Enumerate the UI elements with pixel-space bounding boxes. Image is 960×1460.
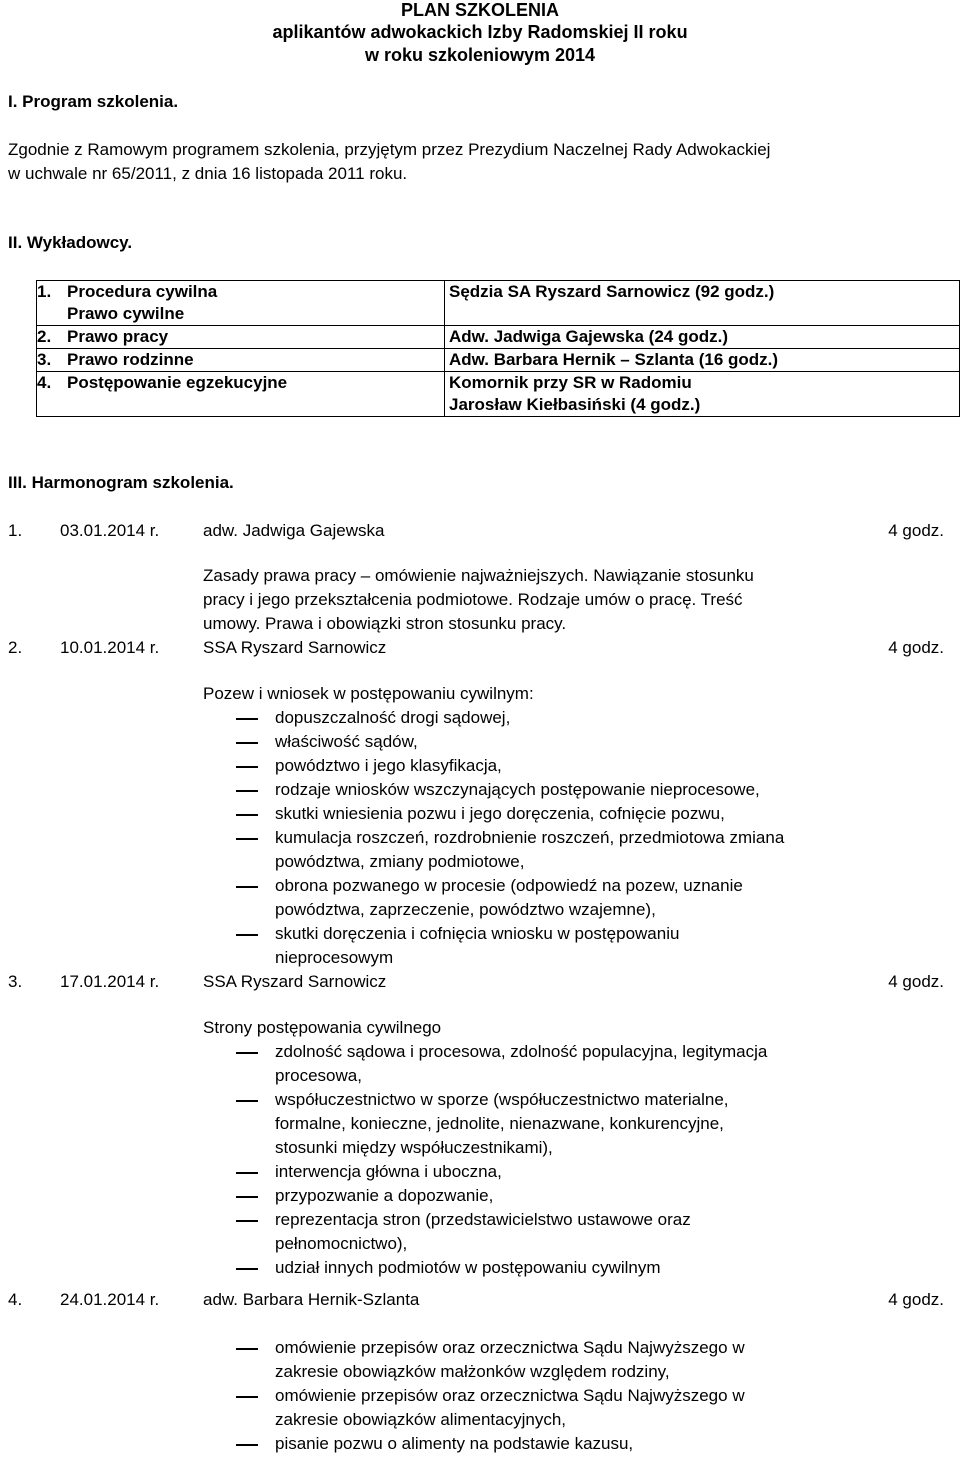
list-dash-icon (236, 1396, 258, 1398)
session-lecturer: adw. Barbara Hernik-Szlanta (203, 1290, 420, 1309)
subject-name: Prawo pracy (67, 327, 169, 346)
list-item: omówienie przepisów oraz orzecznictwa Sądu Najwyższego w (275, 1338, 745, 1357)
list-dash-icon (236, 1196, 258, 1198)
session-lecturer: adw. Jadwiga Gajewska (203, 521, 385, 540)
list-dash-icon (236, 838, 258, 840)
list-item-continuation: nieprocesowym (275, 948, 394, 967)
list-item-continuation: zakresie obowiązków małżonków względem rodziny, (275, 1362, 670, 1381)
session-lecturer: SSA Ryszard Sarnowicz (203, 638, 387, 657)
subject-cell (63, 326, 445, 349)
session-number: 1. (8, 521, 23, 540)
list-item: skutki wniesienia pozwu i jego doręczenia, cofnięcie pozwu, (275, 804, 725, 823)
lecturer-name-secondary: Jarosław Kiełbasiński (4 godz.) (449, 395, 701, 414)
session-hours: 4 godz. (888, 1290, 944, 1309)
row-number: 2. (37, 326, 64, 349)
list-item-continuation: powództwa, zaprzeczenie, powództwo wzajemne), (275, 900, 656, 919)
row-number: 3. (37, 349, 64, 372)
row-number: 4. (37, 372, 64, 417)
list-dash-icon (236, 718, 258, 720)
list-item: zdolność sądowa i procesowa, zdolność populacyjna, legitymacja (275, 1042, 768, 1061)
list-dash-icon (236, 1220, 258, 1222)
row-number: 1. (37, 281, 64, 326)
session-hours: 4 godz. (888, 972, 944, 991)
subject-name: Postępowanie egzekucyjne (67, 373, 288, 392)
session-date: 10.01.2014 r. (60, 638, 160, 657)
section-2-heading: II. Wykładowcy. (8, 233, 133, 252)
list-dash-icon (236, 1100, 258, 1102)
list-item-continuation: stosunki między współuczestnikami), (275, 1138, 553, 1157)
list-item: udział innych podmiotów w postępowaniu cywilnym (275, 1258, 661, 1277)
subject-cell (63, 281, 445, 326)
subject-name-secondary: Prawo cywilne (67, 304, 185, 323)
subject-name: Prawo rodzinne (67, 350, 194, 369)
list-item-continuation: powództwa, zmiany podmiotowe, (275, 852, 525, 871)
session-intro: Pozew i wniosek w postępowaniu cywilnym: (203, 684, 534, 703)
subject-cell (63, 349, 445, 372)
lecturer-name: Komornik przy SR w Radomiu (449, 373, 692, 392)
list-item: omówienie przepisów oraz orzecznictwa Sądu Najwyższego w (275, 1386, 745, 1405)
list-dash-icon (236, 1268, 258, 1270)
session-number: 3. (8, 972, 23, 991)
lecturer-name: Sędzia SA Ryszard Sarnowicz (92 godz.) (449, 282, 775, 301)
list-item: dopuszczalność drogi sądowej, (275, 708, 511, 727)
lecturer-cell (445, 326, 960, 349)
subject-cell (63, 372, 445, 417)
section-1-heading: I. Program szkolenia. (8, 92, 179, 111)
session-date: 03.01.2014 r. (60, 521, 160, 540)
lecturer-cell (445, 372, 960, 417)
list-item: powództwo i jego klasyfikacja, (275, 756, 502, 775)
list-dash-icon (236, 1348, 258, 1350)
list-dash-icon (236, 742, 258, 744)
section-1-paragraph-line-2: w uchwale nr 65/2011, z dnia 16 listopada 2011 roku. (8, 164, 408, 183)
list-item: przypozwanie a dopozwanie, (275, 1186, 494, 1205)
session-topic-line: umowy. Prawa i obowiązki stron stosunku pracy. (203, 614, 567, 633)
section-1-paragraph-line-1: Zgodnie z Ramowym programem szkolenia, przyjętym przez Prezydium Naczelnej Rady Adwokackiej (8, 140, 771, 159)
session-intro: Strony postępowania cywilnego (203, 1018, 442, 1037)
lecturer-cell (445, 349, 960, 372)
list-item: obrona pozwanego w procesie (odpowiedź na pozew, uznanie (275, 876, 743, 895)
list-dash-icon (236, 766, 258, 768)
section-3-heading: III. Harmonogram szkolenia. (8, 473, 234, 492)
list-item: pisanie pozwu o alimenty na podstawie kazusu, (275, 1434, 634, 1453)
list-dash-icon (236, 934, 258, 936)
session-hours: 4 godz. (888, 638, 944, 657)
list-item: skutki doręczenia i cofnięcia wniosku w postępowaniu (275, 924, 680, 943)
list-item-continuation: procesowa, (275, 1066, 362, 1085)
session-topic-line: Zasady prawa pracy – omówienie najważniejszych. Nawiązanie stosunku (203, 566, 754, 585)
session-date: 17.01.2014 r. (60, 972, 160, 991)
list-dash-icon (236, 1444, 258, 1446)
lecturer-row (37, 372, 960, 417)
list-item-continuation: formalne, konieczne, jednolite, nienazwane, konkurencyjne, (275, 1114, 724, 1133)
list-dash-icon (236, 790, 258, 792)
list-dash-icon (236, 1052, 258, 1054)
session-hours: 4 godz. (888, 521, 944, 540)
lecturer-name: Adw. Barbara Hernik – Szlanta (16 godz.) (449, 350, 779, 369)
list-item-continuation: zakresie obowiązków alimentacyjnych, (275, 1410, 567, 1429)
session-lecturer: SSA Ryszard Sarnowicz (203, 972, 387, 991)
lecturer-row (37, 349, 960, 372)
list-item: właściwość sądów, (275, 732, 418, 751)
list-item: reprezentacja stron (przedstawicielstwo ustawowe oraz (275, 1210, 691, 1229)
subject-name: Procedura cywilna (67, 282, 218, 301)
list-dash-icon (236, 1172, 258, 1174)
plan-title: PLAN SZKOLENIA (400, 0, 559, 20)
list-dash-icon (236, 886, 258, 888)
list-item: rodzaje wniosków wszczynających postępowanie nieprocesowe, (275, 780, 760, 799)
list-item: współuczestnictwo w sporze (współuczestnictwo materialne, (275, 1090, 729, 1109)
session-number: 4. (8, 1290, 23, 1309)
lecturers-table (36, 280, 960, 417)
session-topic-line: pracy i jego przekształcenia podmiotowe. Rodzaje umów o pracę. Treść (203, 590, 743, 609)
lecturer-cell (445, 281, 960, 326)
lecturer-row (37, 326, 960, 349)
list-item-continuation: pełnomocnictwo), (275, 1234, 408, 1253)
list-item: kumulacja roszczeń, rozdrobnienie roszczeń, przedmiotowa zmiana (275, 828, 785, 847)
list-item: interwencja główna i uboczna, (275, 1162, 502, 1181)
session-date: 24.01.2014 r. (60, 1290, 160, 1309)
session-number: 2. (8, 638, 23, 657)
lecturer-name: Adw. Jadwiga Gajewska (24 godz.) (449, 327, 728, 346)
plan-year: w roku szkoleniowym 2014 (364, 45, 596, 65)
lecturer-row (37, 281, 960, 326)
plan-subtitle: aplikantów adwokackich Izby Radomskiej II roku (272, 22, 688, 42)
list-dash-icon (236, 814, 258, 816)
